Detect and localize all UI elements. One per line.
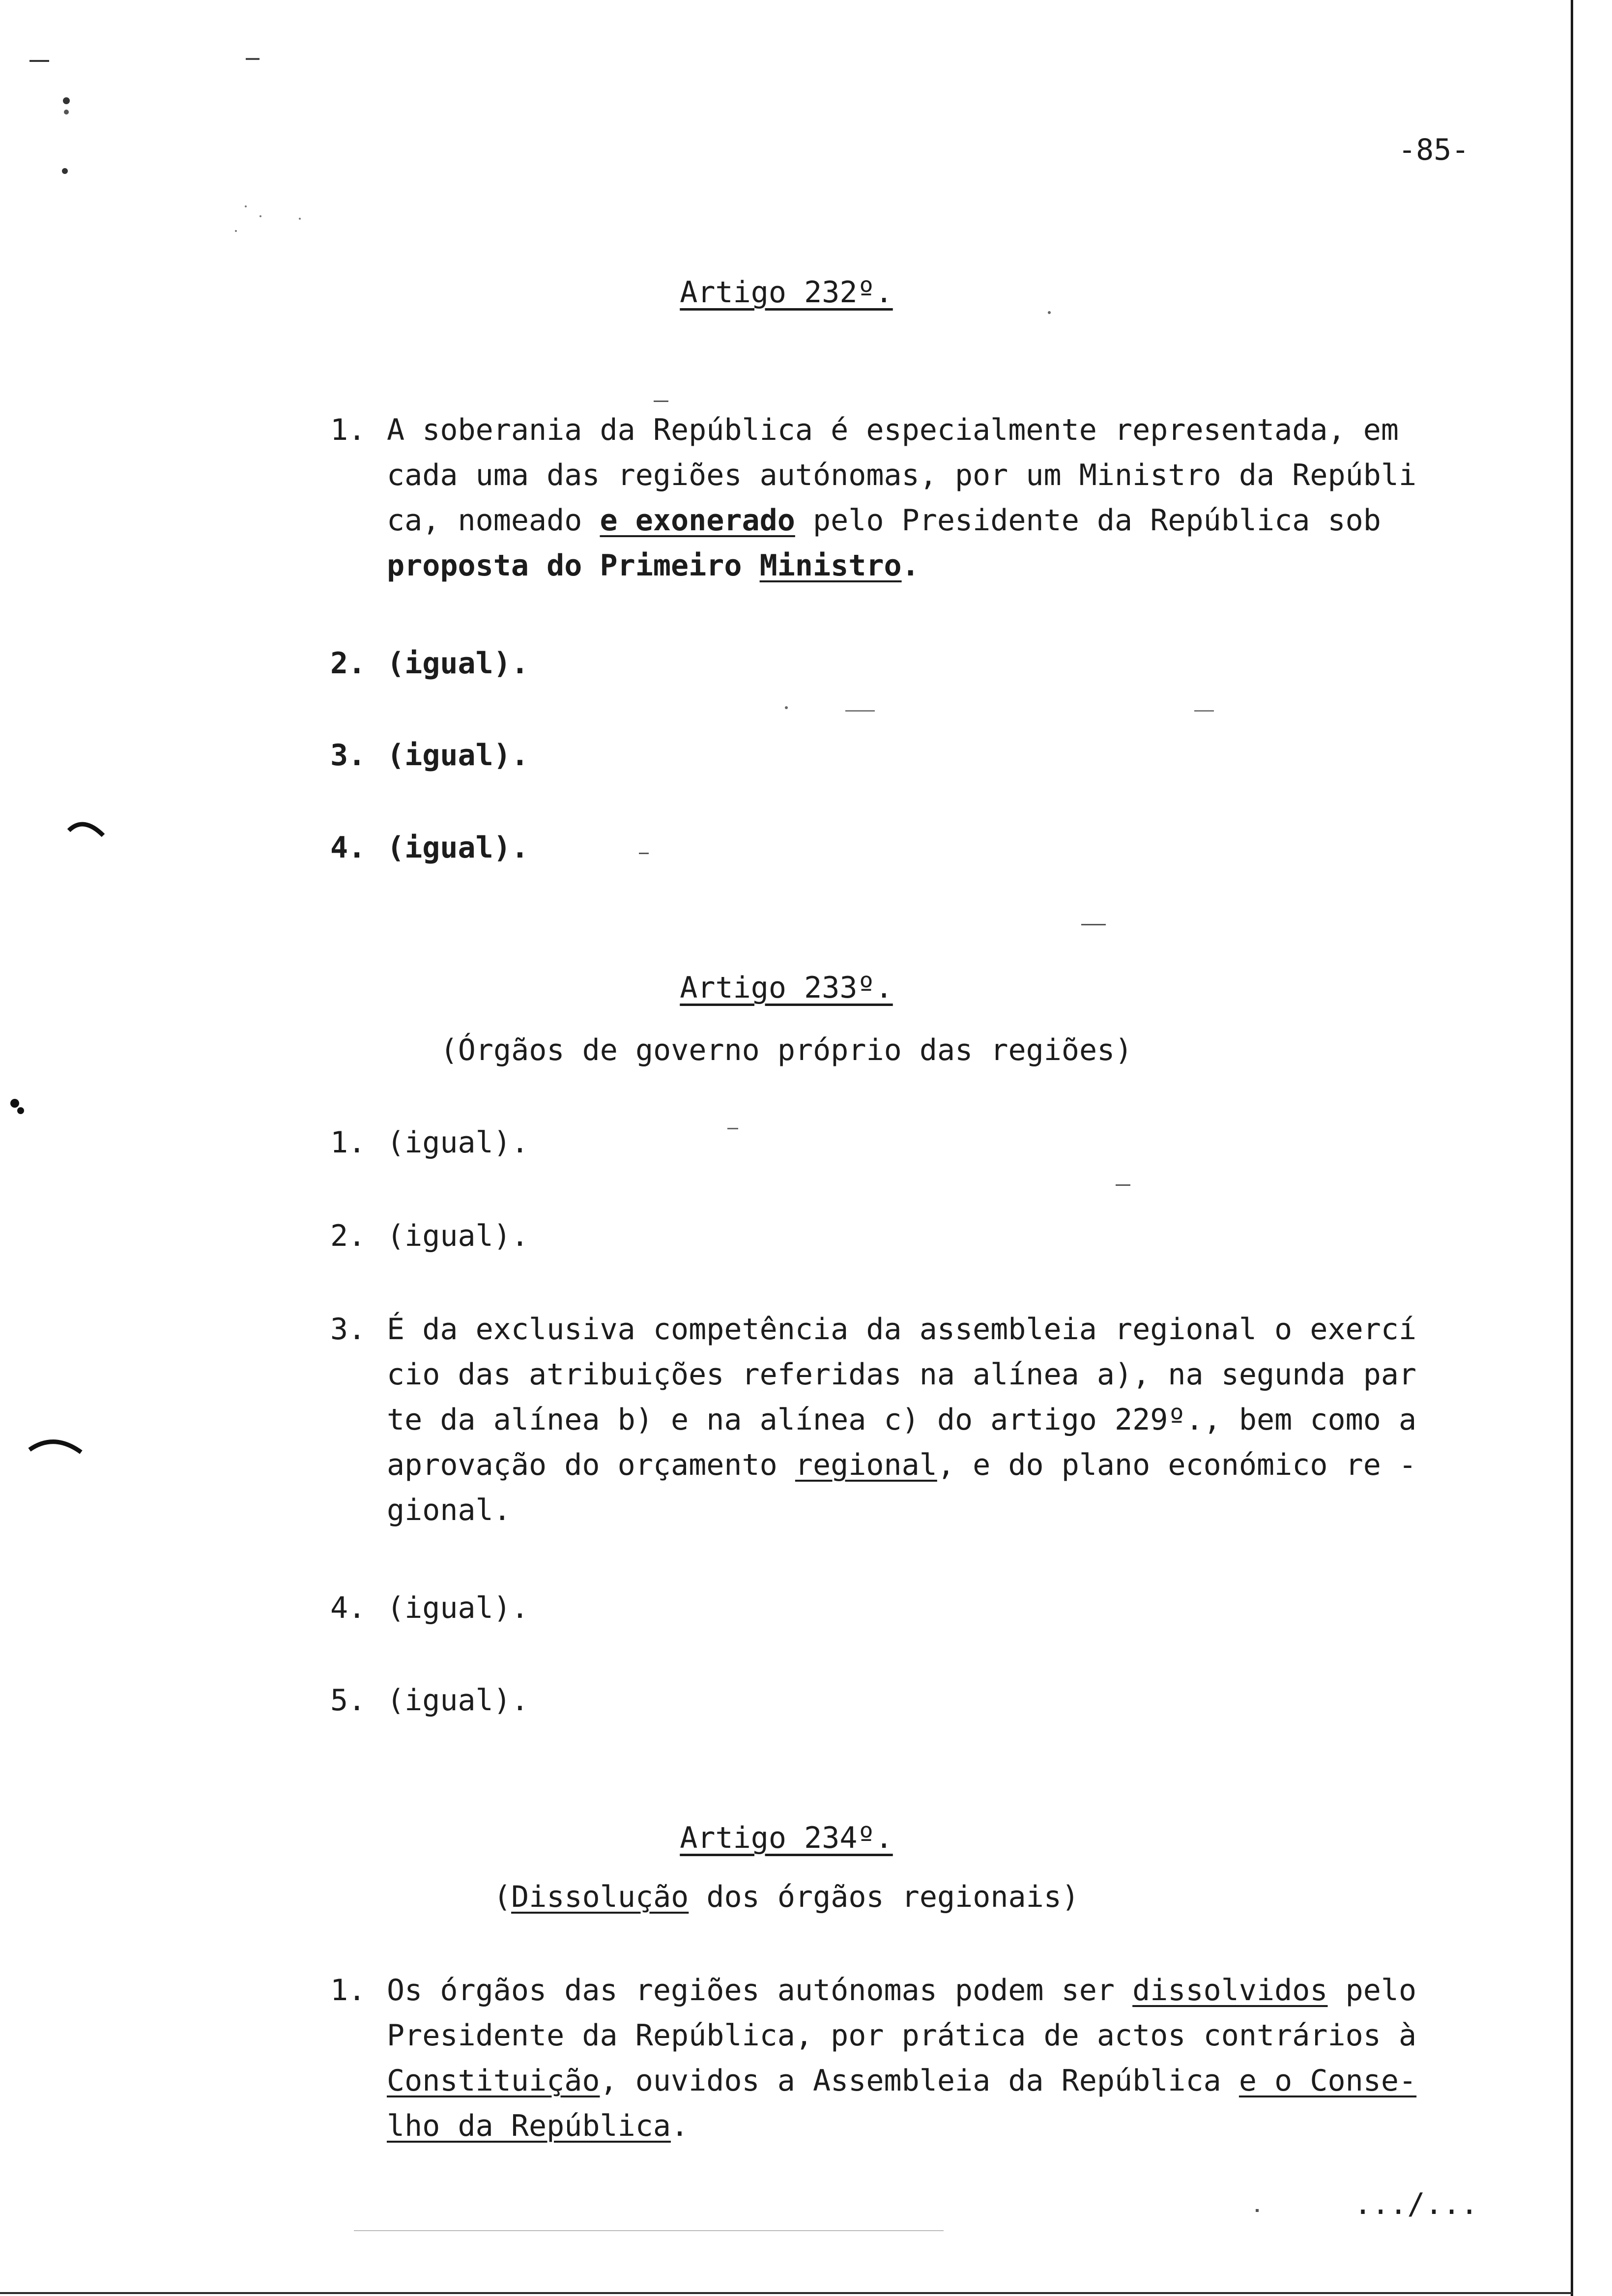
article-233-heading	[0, 971, 1573, 1005]
paragraph-line: te da alínea b) e na alínea c) do artigo 229º., bem como a	[387, 1403, 1417, 1437]
underlined-text: regional	[795, 1448, 937, 1482]
article-232-paragraph-1	[330, 413, 1475, 609]
paragraph-line: A soberania da República é especialmente representada, em	[387, 413, 1399, 447]
paragraph-line: aprovação do orçamento regional, e do plano económico re -	[387, 1448, 1417, 1482]
article-233-subtitle: (Órgãos de governo próprio das regiões)	[440, 1033, 1133, 1067]
article-232-paragraph-3: 3. (igual).	[330, 738, 529, 773]
article-233-paragraph-3	[330, 1312, 1475, 1548]
paragraph-line: lho da República.	[387, 2109, 689, 2143]
article-232-heading	[0, 275, 1573, 310]
paragraph-line: cada uma das regiões autónomas, por um Ministro da Repúbli	[387, 458, 1417, 492]
article-232-title: Artigo 232º.	[680, 275, 893, 310]
paragraph-line: É da exclusiva competência da assembleia regional o exercí	[387, 1312, 1417, 1347]
page-number: -85-	[1398, 133, 1469, 167]
paragraph-line: Os órgãos das regiões autónomas podem ser dissolvidos pelo	[387, 1973, 1417, 2008]
paragraph-line: Constituição, ouvidos a Assembleia da República e o Conse-	[387, 2064, 1417, 2098]
article-234-paragraph-1	[330, 1973, 1475, 2160]
paragraph-line: gional.	[387, 1493, 511, 1527]
article-232-paragraph-2: 2. (igual).	[330, 646, 529, 681]
underlined-text: Constituição	[387, 2064, 600, 2098]
paragraph-number: 1.	[330, 1973, 366, 2008]
article-233-paragraph-2: 2. (igual).	[330, 1219, 529, 1253]
article-234-heading	[0, 1821, 1573, 1855]
article-233-paragraph-1: 1. (igual).	[330, 1125, 529, 1160]
article-233-paragraph-5: 5. (igual).	[330, 1683, 529, 1718]
continuation-mark: .../...	[1354, 2187, 1478, 2221]
paragraph-line: ca, nomeado e exonerado pelo Presidente da República sob	[387, 503, 1381, 538]
article-234-title: Artigo 234º.	[680, 1821, 893, 1855]
article-232-paragraph-4: 4. (igual).	[330, 831, 529, 865]
article-233-paragraph-4: 4. (igual).	[330, 1591, 529, 1625]
underlined-text: e exonerado	[600, 503, 795, 538]
paragraph-number: 3.	[330, 1312, 366, 1347]
underlined-text: dissolvidos	[1132, 1973, 1328, 2008]
paragraph-line: Presidente da República, por prática de actos contrários à	[387, 2018, 1417, 2053]
article-234-subtitle: (Dissolução dos órgãos regionais)	[493, 1880, 1080, 1914]
paragraph-line: cio das atribuições referidas na alínea a), na segunda par	[387, 1357, 1417, 1392]
paragraph-number: 1.	[330, 413, 366, 447]
underlined-text: Ministro	[759, 548, 902, 583]
article-233-title: Artigo 233º.	[680, 971, 893, 1005]
paragraph-line: proposta do Primeiro Ministro.	[387, 548, 920, 583]
underlined-text: lho da República	[387, 2109, 671, 2143]
underlined-text: e o Conse-	[1238, 2064, 1417, 2098]
underlined-text: Dissolução	[511, 1880, 689, 1914]
